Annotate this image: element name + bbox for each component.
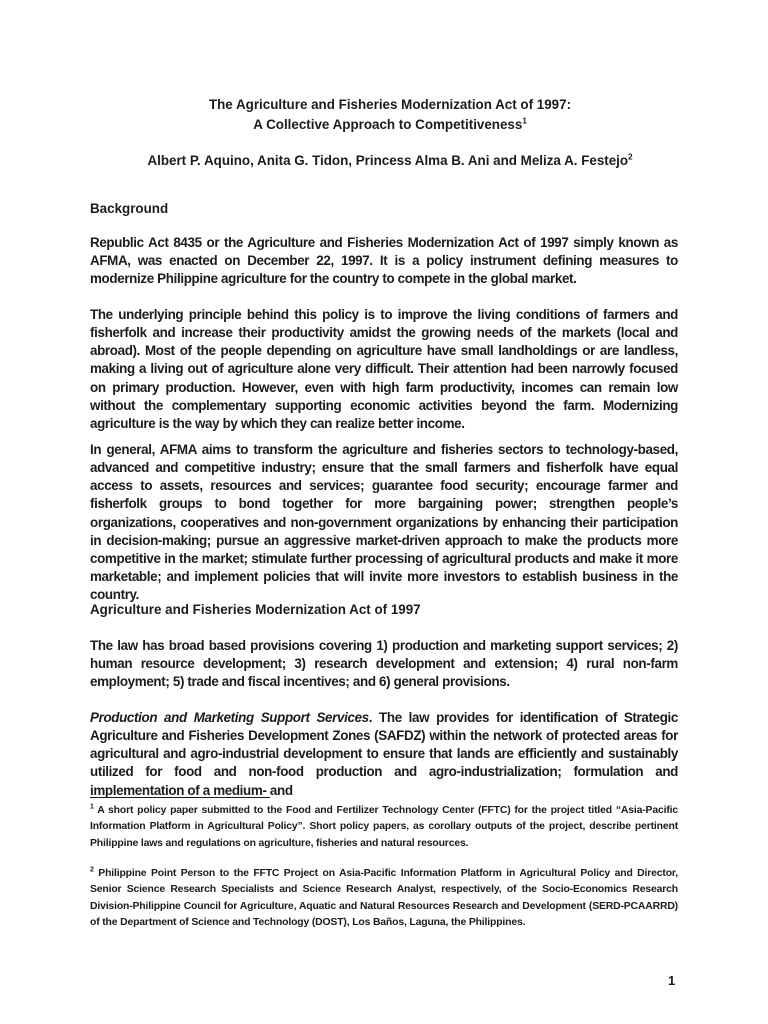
background-heading: Background <box>90 201 169 216</box>
footnote-2-text: Philippine Point Person to the FFTC Project on Asia-Pacific Information Platform in Agricultural Policy and Director, Senior Science Research Specialists and Science Research Analyst, respectively, of the Socio-Economics Research Division-Philippine Council for Agriculture, Aquatic and Natural Resources Research and Development (SERD-PCAARRD) of the Department of Science and Technology (DOST), Los Baños, Laguna, the Philippines. <box>90 868 678 929</box>
page-number: 1 <box>668 973 676 988</box>
paper-title-line-2 <box>90 115 690 135</box>
title-footnote-marker[interactable]: 1 <box>522 116 527 126</box>
footnote-1-text: A short policy paper submitted to the Food and Fertilizer Technology Center (FFTC) for the project titled “Asia-Pacific Information Platform in Agricultural Policy”. Short policy papers, as corollary outputs of the project, describe pertinent Philippine laws and regulations on agriculture, fisheries and natural resources. <box>90 805 678 849</box>
author-footnote-marker[interactable]: 2 <box>628 152 633 162</box>
afma-heading: Agriculture and Fisheries Modernization Act of 1997 <box>90 602 421 617</box>
author-names: Albert P. Aquino, Anita G. Tidon, Princess Alma B. Ani and Meliza A. Festejo <box>147 153 629 168</box>
footnote-1-marker: 1 <box>90 803 94 811</box>
background-paragraph-2: The underlying principle behind this policy is to improve the living conditions of farmers and fisherfolk and increase their productivity amidst the growing needs of the markets (local and abroad). Most of the people depending on agriculture have small landholdings or are landless, making a living out of agriculture alone very difficult. Their attention had been narrowly focused on primary production. However, even with high farm productivity, incomes can remain low without the complementary supporting economic activities beyond the farm. Modernizing agriculture is the way by which they can realize better income. <box>90 307 678 431</box>
afma-paragraph-1: The law has broad based provisions covering 1) production and marketing support services; 2) human resource development; 3) research development and extension; 4) rural non-farm employment; 5) trade and fiscal incentives; and 6) general provisions. <box>90 638 678 690</box>
background-paragraph-3: In general, AFMA aims to transform the agriculture and fisheries sectors to technology-based, advanced and competitive industry; ensure that the small farmers and fisherfolk have equal access to assets, resources and services; guarantee food security; encourage farmer and fisherfolk groups to bond together for more bargaining power; strengthen people’s organizations, cooperatives and non-government organizations by enhancing their participation in decision-making; pursue an aggressive market-driven approach to make the products more competitive in the market; stimulate further processing of agricultural products and make it more marketable; and implement policies that will invite more investors to establish business in the country. <box>90 442 678 603</box>
title-line-1-text: The Agriculture and Fisheries Modernization Act of 1997: <box>208 97 572 112</box>
author-list <box>90 151 690 171</box>
production-marketing-lead: Production and Marketing Support Services <box>90 710 369 725</box>
paper-title-line-1 <box>90 95 690 115</box>
title-line-2-text: A Collective Approach to Competitiveness <box>253 117 523 132</box>
background-paragraph-1: Republic Act 8435 or the Agriculture and Fisheries Modernization Act of 1997 simply known as AFMA, was enacted on December 22, 1997. It is a policy instrument defining measures to modernize Philippine agriculture for the country to compete in the global market. <box>90 235 678 287</box>
footnote-2-marker: 2 <box>90 866 94 874</box>
footnote-2 <box>90 866 678 932</box>
production-marketing-paragraph <box>90 709 678 800</box>
footnote-1 <box>90 803 678 852</box>
footnote-separator <box>90 797 270 798</box>
production-marketing-text: . The law provides for identification of Strategic Agriculture and Fisheries Development Zones (SAFDZ) within the network of protected areas for agricultural and agro-industrial development to ensure that lands are efficiently and sustainably utilized for food and non-food production and agro-industrialization; formulation and implementation of a medium- and <box>90 710 678 798</box>
